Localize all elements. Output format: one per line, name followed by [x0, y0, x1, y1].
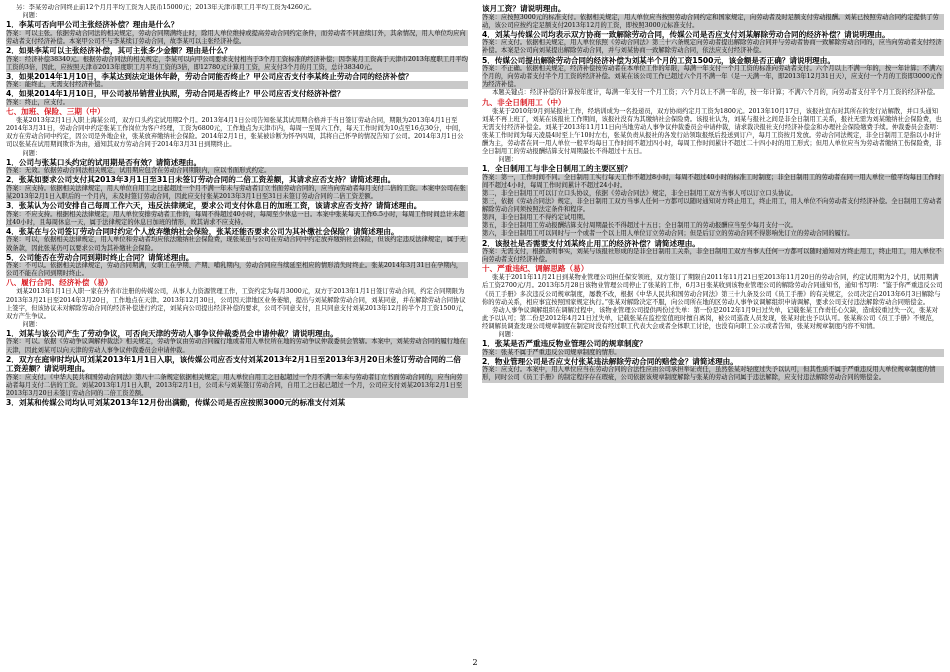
- answer-paragraph: 答案：第一，工作时间不同。全日制用工实行每天工作不超过8小时，每周不超过40小时的标准工时制度；非全日制用工的劳动者在同一用人单位一般平均每日工作时间不超过4小时，每周工作时间累计不超过24小时。: [482, 174, 944, 190]
- answer-paragraph: 答案：无效。依据劳动合同法相关规定，试用期应包含在劳动合同期限内，应以书面形式约定。: [6, 167, 468, 175]
- answer-paragraph: 第三，依据《劳动合同法》规定，非全日制用工双方当事人任何一方都可以随时通知对方终止用工，终止用工，用人单位不向劳动者支付经济补偿。全日制用工劳动者解除劳动合同须按照法定条件和程序。: [482, 198, 944, 214]
- question: 2．该报社是否需要支付刘某终止用工的经济补偿？请简述理由。: [482, 238, 700, 248]
- question: 2．张某如要求公司支付其2013年3月1日至31日未签订劳动合同的二倍工资差额，其请求应否支持？请简述理由。: [6, 175, 396, 185]
- question: 3．张某认为公司安排自己每周工作六天，违反法律规定，要求公司支付休息日的加班工资，该请求应否支持？请简述理由。: [6, 201, 422, 211]
- question: 4．张某在与公司签订劳动合同时约定个人放弃缴纳社会保险，张某还能否要求公司为其补缴社会保险？请简述理由。: [6, 226, 399, 236]
- question: 5．公司能否在劳动合同到期时终止合同？请简述理由。: [6, 252, 194, 262]
- answer-paragraph: 答案：不正确。依据相关规定，经济补偿按劳动者在本单位工作的年限，每满一年支付一个月工资的标准向劳动者支付。六个月以上不满一年的，按一年计算；不满六个月的，向劳动者支付半个月工资的经济补偿。刘某在该公司工作已超过六个月不满一年（足一天满一年，即2013年12月31日天），应支付一个月的工资即3000元作为经济补偿。: [482, 65, 943, 89]
- question: 3．如果2014年1月10日，李某达到法定退休年龄，劳动合同能否终止？甲公司应否支付李某终止劳动合同的经济补偿？: [6, 71, 413, 81]
- question: 2．双方在庭审时均认可刘某2013年1月1日入职，该传媒公司应否支付刘某2013年2月1日至2013年3月20日未签订劳动合同的二倍工资差额？请说明理由。: [6, 354, 461, 374]
- question: 1．李某可否向甲公司主张经济补偿？理由是什么？: [6, 20, 179, 30]
- answer-paragraph: 答案：应支持。依据相关法律规定，用人单位自用工之日起超过一个月不满一年未与劳动者订立书面劳动合同的，应当向劳动者每月支付二倍的工资。本案中公司在张某2013年2月1日入职后的一个月内，未及时签订劳动合同，因此应支付张某2013年3月1日至31日未签订劳动合同的二倍工资差额。: [6, 185, 468, 201]
- body-paragraph: 本题关键点：经济补偿的计算按年度计，每满一年支付一个月工资；六个月以上不满一年的，按一年计算；不满六个月的，向劳动者支付半个月工资的经济补偿。: [492, 89, 940, 97]
- answer-paragraph: 答案：可以，依据相关法律规定，用人单位和劳动者均应依法缴纳社会保险费，现张某虽与公司在劳动合同中约定放弃缴纳社会保险，但该约定违反法律规定，属于无效条款，因此张某仍可以要求公司为其补缴社会保险。: [6, 236, 468, 252]
- section-heading: 九、非全日制用工（中）: [482, 97, 566, 107]
- question: 3．刘某和传媒公司均认可刘某2013年12月份出满勤，传媒公司是否应按照3000元的标准支付刘某: [6, 398, 346, 408]
- answer-paragraph: 答案：无需支付，根据查明事实，刘某与该报社形成的是非全日制用工关系，非全日制用工双方当事人任何一方都可以随时通知对方终止用工，终止用工，用人单位不向劳动者支付经济补偿。: [482, 248, 944, 264]
- answer-paragraph: 第五，非全日制用工劳动报酬结算支付周期最长不得超过十五日；全日制用工的劳动报酬应当至少每月支付一次。: [482, 222, 944, 230]
- answer-paragraph: 第二，非全日制用工可以订立口头协议，依据《劳动合同法》规定，非全日制用工双方当事人可以订立口头协议。: [482, 190, 944, 198]
- question: 1．公司与张某口头约定的试用期是否有效？请简述理由。: [6, 157, 202, 167]
- answer-paragraph: 答案：不可以。依据相关法律规定，劳动合同期满，女职工在孕期、产期、哺乳期内，劳动合同应当续延至相应的情形消失时终止。张某2014年3月31日在孕期内，公司不能在合同到期时终止。: [6, 262, 468, 278]
- question: 5．传媒公司提出解除劳动合同的经济补偿为刘某半个月的工资1500元，该金额是否正确？请说明理由。: [482, 55, 835, 65]
- page-number: 2: [472, 658, 478, 667]
- question-label: 问题：: [498, 156, 518, 164]
- question: 4．如果2014年1月10日，甲公司被吊销营业执照，劳动合同是否终止？甲公司应否支付经济补偿？: [6, 89, 345, 99]
- question: 4．刘某与传媒公司均表示双方协商一致解除劳动合同，传媒公司是否应支付刘某解除劳动合同的经济补偿？请说明理由。: [482, 29, 890, 39]
- question: 2．如果李某可以主张经济补偿，其可主张多少金额？理由是什么？: [6, 45, 232, 55]
- answer-paragraph: 答案：应支付。依据相关规定，用人单位依照《劳动合同法》第三十六条规定向劳动者提出解除劳动合同并与劳动者协商一致解除劳动合同的，应当向劳动者支付经济补偿。本案是公司向刘某提出解除劳动合同，并与刘某协商一致解除劳动合同，依法应支付经济补偿。: [482, 39, 944, 55]
- answer-paragraph: 答案：张某不属于严重违反公司规章制度的情形。: [482, 349, 944, 357]
- body-paragraph: 张某于2010年9月到某报社工作，经培训成为一名投递员，双方协商约定月工资为1800元。2013年10月17日，该报社宣布对其所在的发行站解散，并口头通知刘某不再上班了，刘某在该报社工作期间，该报社没有为其缴纳社会保险费。该报社认为，刘某与报社之间是非全日制用工关系，报社无需为刘某缴纳社会保险费，也无需支付经济补偿金。刘某于2013年11月11日向当地劳动人事争议仲裁委员会申请仲裁，请求裁决报社支付经济补偿金和办理社会保险缴费手续。仲裁委员会查明：张某工作时间为每天凌晨4时至上午10时左右，张某负责从报社的各发行站领取报纸后投送到订户，每月工资按月发放。劳动合同法规定，非全日制用工是指以小时计酬为主，劳动者在同一用人单位一般平均每日工作时间不超过四小时，每周工作时间累计不超过二十四小时的用工形式；但用人单位应当为劳动者缴纳工伤保险费，非全日制用工的劳动报酬结算支付周期最长不得超过十五日。: [482, 107, 943, 155]
- answer-paragraph: 答案：经济补偿38340元。根据劳动合同法的相关规定，李某可以向甲公司要求支付相当于3个月工资标准的经济补偿；因李某月工资高于天津市2013年度职工月平均工资的3倍，因此，应按照天津市2013年度职工月平均工资的3倍，即12780元计算月工资，应支付3个月的月工资，总计38340元。: [6, 55, 468, 71]
- answer-paragraph: 答案：不应支持。根据相关法律规定，用人单位安排劳动者工作的，每周不得超过40小时，每周至少休息一日。本案中张某每天工作6.5小时，每周工作时间总计未超过40小时，且每周休息一天，属于法律规定的休息日加班的情形，故其请求不应支持。: [6, 211, 468, 227]
- answer-paragraph: 答案：可以主张。依据劳动合同法的相关规定，劳动合同期满终止时，除用人单位维持或提高劳动合同约定条件，而劳动者不同意续订外，其余情况，用人单位均应向劳动者支付经济补偿。本案甲公司不与李某续订劳动合同，故李某可以主张经济补偿。: [6, 30, 468, 46]
- section-heading: 八、履行合同、经济补偿（易）: [6, 278, 113, 288]
- answer-paragraph: 第四，非全日制用工不得约定试用期。: [482, 214, 944, 222]
- answer-paragraph: 答案：终止，应支付。: [6, 99, 468, 107]
- body-paragraph: 刘某2013年1月1日入职一家在外省市注册的传媒公司，从事人力资源管理工作，工资约定为每月3000元，双方于2013年1月1日签订劳动合同，约定合同期限为2013年3月21日至2014年3月20日，工作地点在天津。2013年12月30日，公司因天津地区业务萎缩，提出与刘某解除劳动合同，刘某同意，并在解除劳动合同协议上签字，但该协议未对解除劳动合同的经济补偿进行约定，刘某向公司提出经济补偿的要求，公司不同意支付，且只同意支付刘某2013年12月的半个月工资1500元，双方产生争议。: [6, 288, 468, 320]
- body-paragraph: 劳动人事争议调解组织在调解过程中，该物业管理公司提供两份过失单：第一份是2012年1月9日过失单，记载张某工作责任心欠缺，造成较重过失一次，张某对此予以认可；第二份是2012年4月21日过失单，记载张某在监控室值班时擅自离岗，被公司巡查人员发现，张某对此也予以认可。张某称公司《员工手册》不规范，经调解员调查发现公司规章制度在制定时没有经过职工代表大会或者全体职工讨论，也没有向职工公示或者告知，张某对规章制度内容不知情。: [482, 306, 939, 330]
- answer-paragraph: 第六，非全日制用工可以同时与一个或者一个以上用人单位订立劳动合同；但是后订立的劳动合同不得影响先订立的劳动合同的履行。: [482, 230, 944, 238]
- answer-paragraph: 答案：应按照3000元的标准支付。依据相关规定，用人单位应当按照劳动合同约定和国家规定，向劳动者及时足额支付劳动报酬。刘某已按照劳动合同约定提供了劳动，该公司应按约定足额支付2013年12月的工资，即按照3000元标准支付。: [482, 14, 944, 30]
- body-paragraph: 另：李某劳动合同终止前12个月月平均工资为人民币15000元；2013年天津市职工月平均工资为4260元。: [16, 4, 316, 11]
- right-column: [482, 4, 944, 650]
- question: 1．全日制用工与非全日制用工的主要区别？: [482, 164, 632, 174]
- body-paragraph: 张某于2011年11月21日到某物业管理公司担任保安领班，双方签订了期限自2011年11月21日至2013年11月20日的劳动合同，约定试用期为2个月，试用期满后工资2700元/月。2013年5月28日该物业管理公司停止了张某的工作，6月3日张某收到该物业管理公司的解除劳动合同通知书，通知书写明：“鉴于你严重违反公司《员工手册》多次违反公司规章制度，屡教不改，根据《中华人民共和国劳动合同法》第三十九条及公司《员工手册》的有关规定，公司决定自2013年6月3日解除与你的劳动关系，相应事宜按照国家规定执行。”张某对解除决定不服，向公司所在地的区劳动人事争议调解组织申请调解，要求公司支付违法解除劳动合同赔偿金。: [482, 274, 943, 306]
- question: 1．张某是否严重违反物业管理公司的规章制度？: [482, 339, 647, 349]
- question-label: 问题：: [498, 330, 518, 338]
- question: 2．物业管理公司是否应支付张某违法解除劳动合同的赔偿金？请简述理由。: [482, 356, 738, 366]
- answer-paragraph: 答案：应支付。《中华人民共和国劳动合同法》第八十二条规定依据相关规定，用人单位自用工之日起超过一个月不满一年未与劳动者订立书面劳动合同的，应当向劳动者每月支付二倍的工资。刘某2013年1月1日入职，2013年2月1日，公司未与刘某签订劳动合同，自用工之日起已超过一个月，公司应支付刘某2013年2月1日至2013年3月20日未签订劳动合同的二倍工资差额。: [6, 374, 468, 398]
- left-column: [6, 4, 468, 650]
- question: 该月工资？请说明理由。: [482, 4, 566, 13]
- body-paragraph: 张某2013年2月1日入职上海某公司，双方口头约定试用期2个月。2013年4月1日公司告知张某其试用期合格并于当日签订劳动合同，期限为2013年4月1日至2014年3月31日，劳动合同中约定张某工作岗位为客户经理，工资为6800元，工作地点为天津市内，每周一至周六工作，每天工作时间为10点至16点30分，中间，双方在劳动合同中约定，因公司是外地企业，张某放弃缴纳社会保险。2014年2月1日，张某被诊断为怀孕四周，其将自己怀孕的情况告知了公司。2014年3月1日公司以张某在试用期间欺诈为由，通知其双方劳动合同于2014年3月31日到期终止。: [6, 117, 465, 149]
- answer-paragraph: 答案：可以。依据《劳动争议调解仲裁法》相关规定，劳动争议由劳动合同履行地或者用人单位所在地的劳动争议仲裁委员会管辖。本案中，刘某劳动合同的履行地在天津，因此刘某可以向天津的劳动人事争议仲裁委员会申请仲裁。: [6, 338, 468, 354]
- answer-paragraph: 答案：应支付。本案中，用人单位应当在劳动合同的合法性应由公司承担举证责任，虽然张某对轻度过失予以认可，但其性质不属于严重违反用人单位规章制度的情形，同时公司《员工手册》的制定程序存在瑕疵，公司依据该规章制度解除与张某的劳动合同属于违法解除，应支付违法解除劳动合同的赔偿金。: [482, 366, 944, 382]
- answer-paragraph: 答案：能终止，无需支付经济补偿。: [6, 81, 468, 89]
- question-label: 问题：: [22, 12, 42, 20]
- question: 1．刘某与该公司产生了劳动争议，可否向天津的劳动人事争议仲裁委员会申请仲裁？请说明理由。: [6, 328, 338, 338]
- question-label: 问题：: [22, 149, 42, 157]
- section-heading: 七、加班、保险、三期（中）: [6, 107, 105, 117]
- section-heading: 十、严重违纪、调解思路（易）: [482, 264, 589, 274]
- question-label: 问题：: [22, 320, 42, 328]
